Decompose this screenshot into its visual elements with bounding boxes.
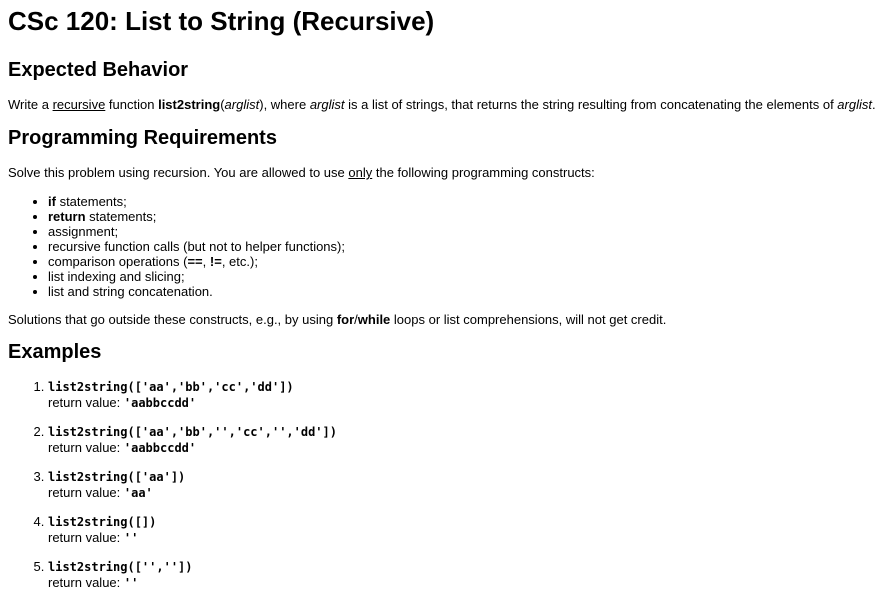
list-item (48, 194, 876, 209)
return-value: '' (123, 531, 139, 545)
return-value: 'aabbccdd' (123, 441, 197, 455)
behavior-description (8, 97, 876, 113)
constructs-list (8, 194, 876, 299)
return-label: return value: (48, 395, 124, 410)
example-item (48, 469, 876, 501)
heading-programming-requirements: Programming Requirements (8, 127, 277, 149)
page-title: CSc 120: List to String (Recursive) (8, 6, 435, 36)
heading-expected-behavior: Expected Behavior (8, 59, 189, 81)
requirements-intro (8, 165, 876, 181)
list-item (48, 254, 876, 269)
keyword: return (48, 209, 86, 224)
keyword: if (48, 194, 56, 209)
keyword-for: for (336, 312, 355, 327)
item-text: comparison operations ( (48, 254, 188, 269)
item-text: list indexing and slicing; (48, 269, 185, 284)
only-term: only (348, 165, 373, 180)
list-item (48, 239, 876, 254)
list-item (48, 209, 876, 224)
return-value: '' (123, 576, 139, 590)
operator: == (187, 254, 203, 269)
example-item (48, 424, 876, 456)
item-text: , etc.); (221, 254, 258, 269)
item-text: statements; (85, 209, 157, 224)
examples-list (8, 379, 876, 591)
text-segment: . (871, 97, 876, 112)
argument-name: arglist (837, 97, 872, 112)
argument-name: arglist (309, 97, 345, 112)
example-call: list2string(['aa']) (48, 470, 186, 484)
return-value: 'aa' (123, 486, 153, 500)
example-call: list2string(['','']) (48, 560, 193, 574)
return-value: 'aabbccdd' (123, 396, 197, 410)
return-label: return value: (48, 575, 124, 590)
item-text: , (202, 254, 210, 269)
list-item (48, 269, 876, 284)
example-item (48, 379, 876, 411)
example-call: list2string([]) (48, 515, 157, 529)
example-item (48, 559, 876, 591)
argument-name: arglist (224, 97, 260, 112)
example-item (48, 514, 876, 546)
item-text: assignment; (48, 224, 119, 239)
item-text: list and string concatenation. (48, 284, 213, 299)
text-segment: ), where (259, 97, 310, 112)
text-segment: function (105, 97, 159, 112)
return-label: return value: (48, 440, 124, 455)
return-label: return value: (48, 530, 124, 545)
list-item (48, 224, 876, 239)
text-segment: the following programming constructs: (372, 165, 595, 180)
item-text: recursive function calls (but not to helper functions); (48, 239, 345, 254)
function-name: list2string (158, 97, 221, 112)
text-segment: ( (220, 97, 225, 112)
recursive-term: recursive (52, 97, 106, 112)
heading-examples: Examples (8, 341, 102, 363)
item-text: statements; (55, 194, 127, 209)
list-item (48, 284, 876, 299)
text-segment: Solutions that go outside these constructs, e.g., by using (8, 312, 337, 327)
operator: != (209, 254, 222, 269)
text-segment: loops or list comprehensions, will not get credit. (390, 312, 667, 327)
example-call: list2string(['aa','bb','','cc','','dd']) (48, 425, 337, 439)
text-segment: Solve this problem using recursion. You are allowed to use (8, 165, 349, 180)
example-call: list2string(['aa','bb','cc','dd']) (48, 380, 294, 394)
text-segment: / (354, 312, 358, 327)
text-segment: Write a (8, 97, 53, 112)
text-segment: is a list of strings, that returns the string resulting from concatenating the elements of (344, 97, 838, 112)
keyword-while: while (357, 312, 391, 327)
return-label: return value: (48, 485, 124, 500)
requirements-note (8, 312, 876, 328)
